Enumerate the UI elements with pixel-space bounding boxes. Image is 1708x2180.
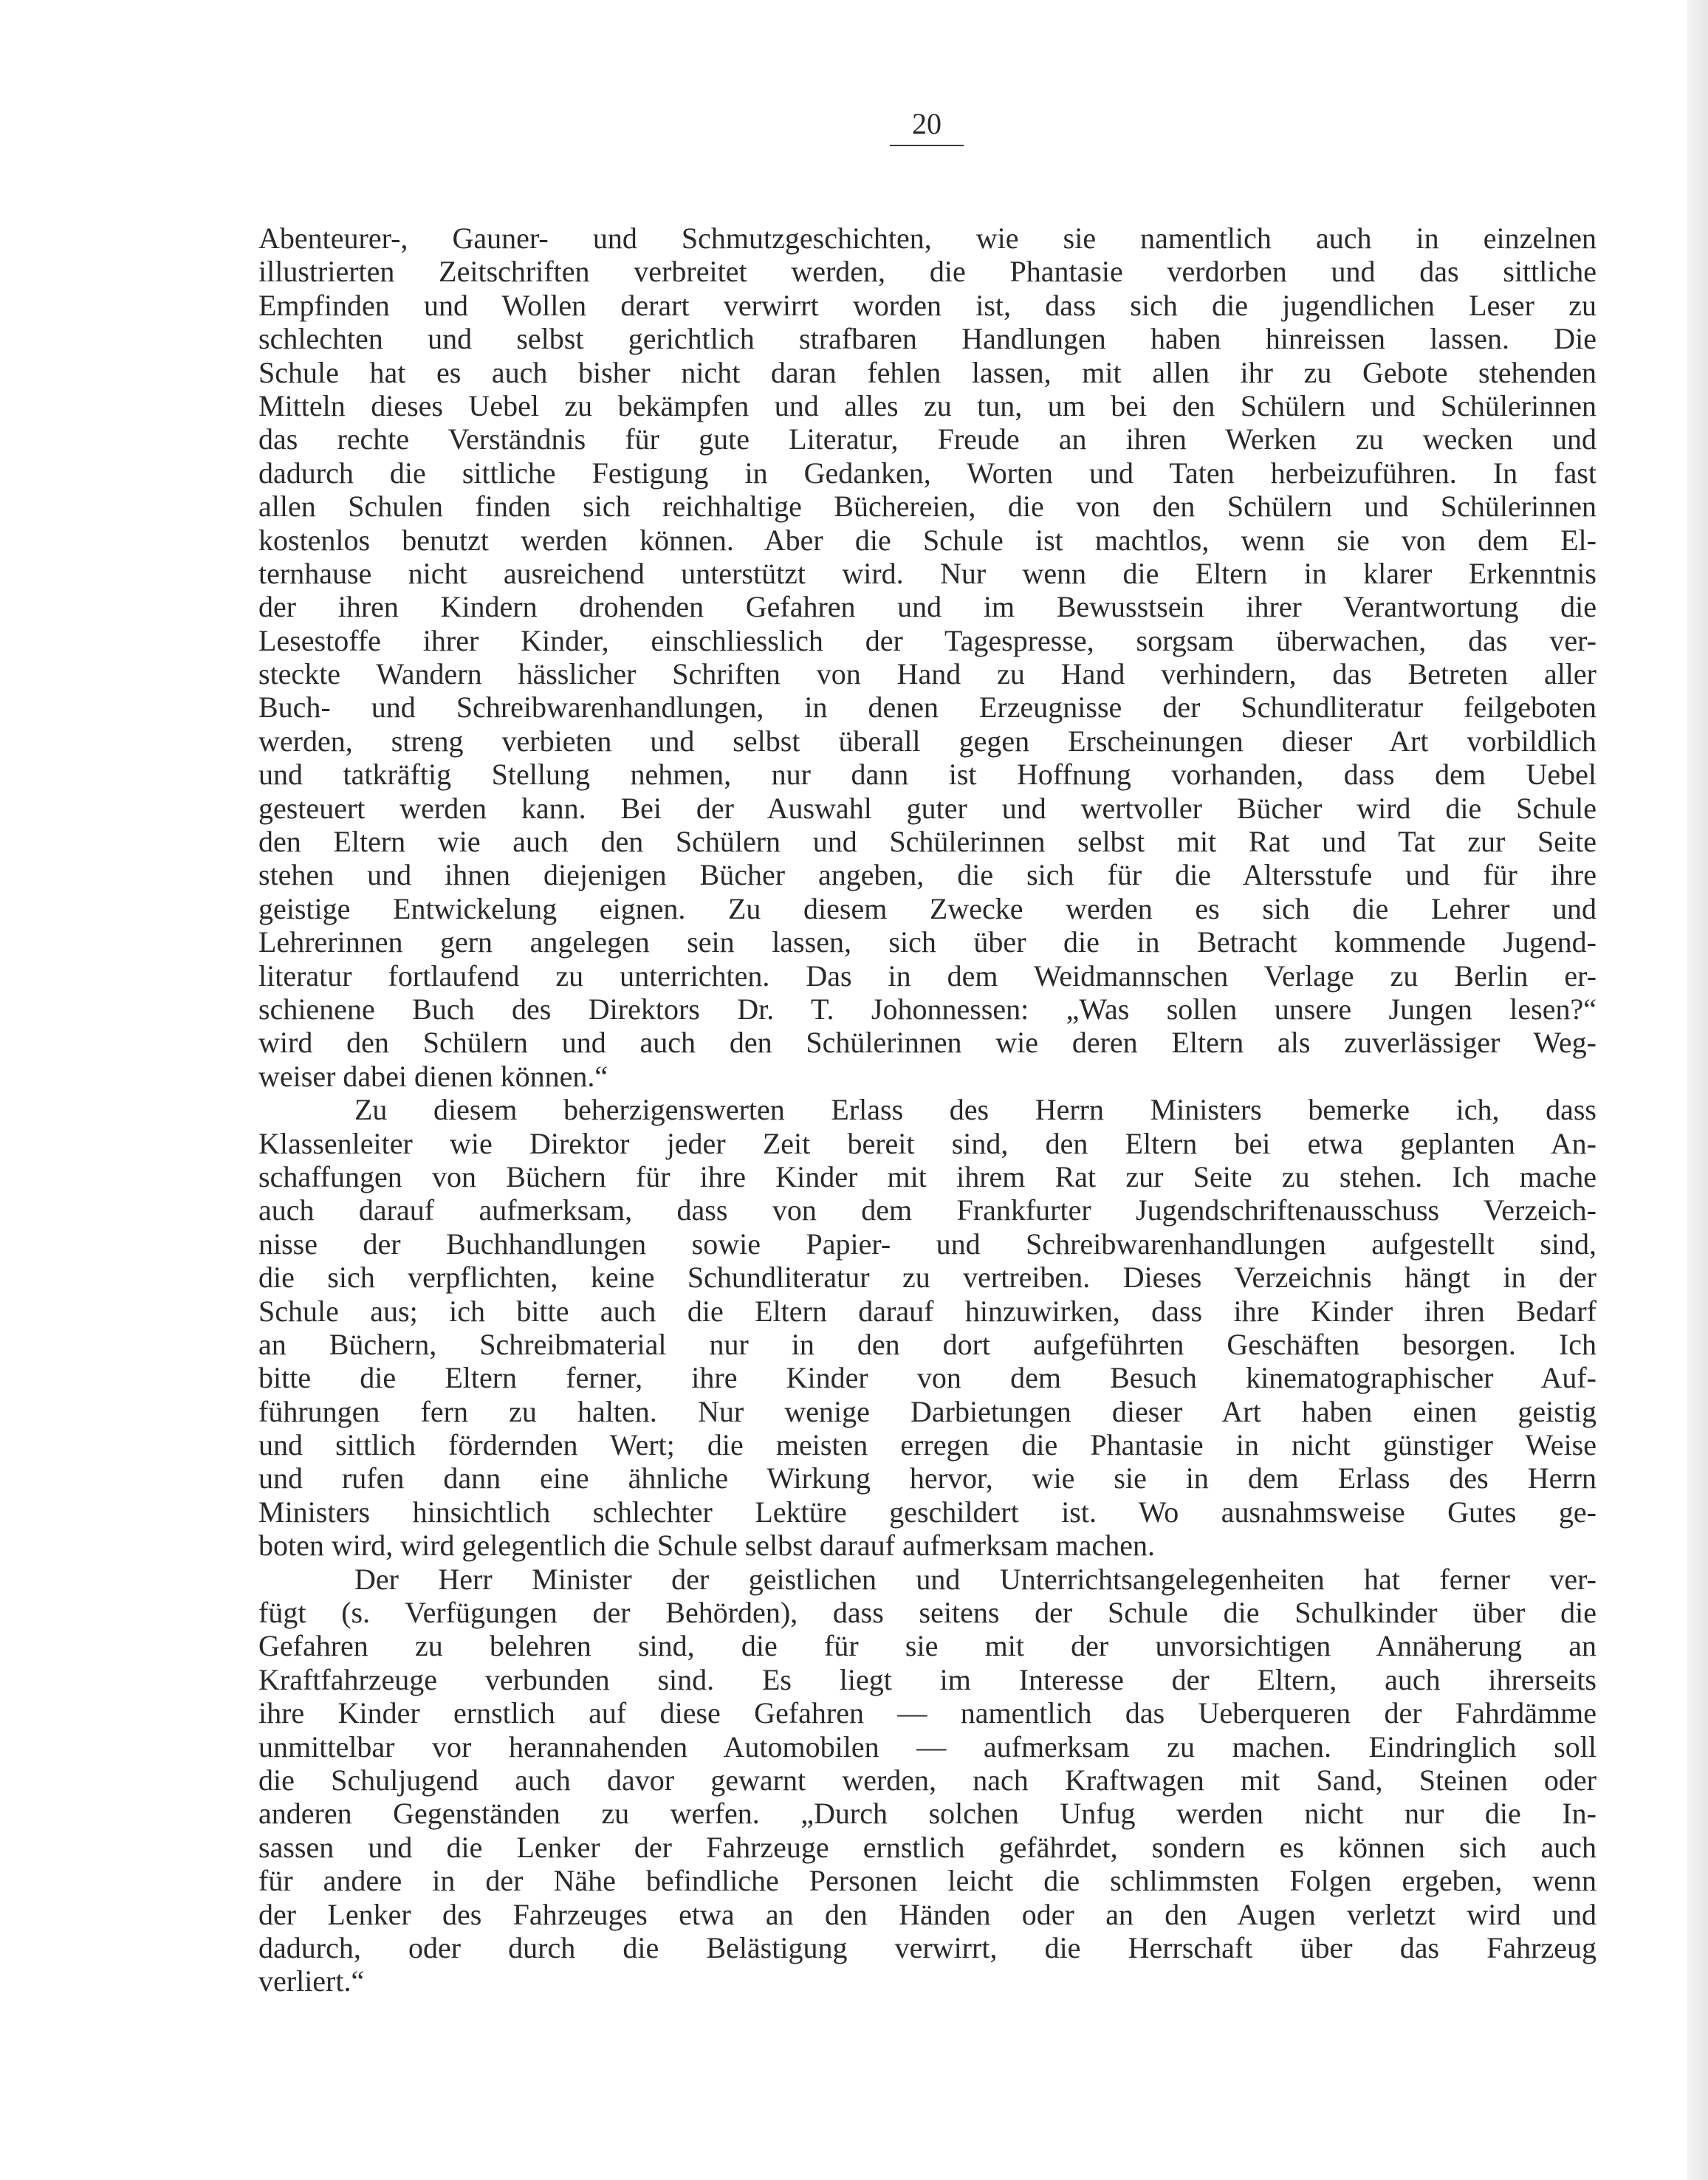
text-line: geistige Entwickelung eignen. Zu diesem Zwecke werden es sich die Lehrer und <box>258 891 1596 925</box>
text-line: und tatkräftig Stellung nehmen, nur dann ist Hoffnung vorhanden, dass dem Uebel <box>258 758 1596 792</box>
text-line: Empfinden und Wollen derart verwirrt worden ist, dass sich die jugendlichen Leser zu <box>258 288 1596 322</box>
text-line: der Lenker des Fahrzeuges etwa an den Händen oder an den Augen verletzt wird und <box>258 1897 1596 1931</box>
text-line: Gefahren zu belehren sind, die für sie mit der unvorsichtigen Annäherung an <box>258 1629 1596 1663</box>
text-line: dadurch die sittliche Festigung in Gedanken, Worten und Taten herbeizuführen. In fast <box>258 456 1596 490</box>
text-line: Klassenleiter wie Direktor jeder Zeit bereit sind, den Eltern bei etwa geplanten An- <box>258 1126 1596 1160</box>
text-line: Buch- und Schreibwarenhandlungen, in denen Erzeugnisse der Schundliteratur feilgeboten <box>258 690 1596 724</box>
text-line: der ihren Kindern drohenden Gefahren und im Bewusstsein ihrer Verantwortung die <box>258 590 1596 624</box>
scan-edge <box>1687 0 1708 2180</box>
text-line: wird den Schülern und auch den Schülerinnen wie deren Eltern als zuverlässiger Weg- <box>258 1026 1596 1060</box>
text-line: allen Schulen finden sich reichhaltige Büchereien, die von den Schülern und Schülerinnen <box>258 490 1596 524</box>
text-line: und sittlich fördernden Wert; die meisten erregen die Phantasie in nicht günstiger Weise <box>258 1428 1596 1462</box>
text-line: führungen fern zu halten. Nur wenige Darbietungen dieser Art haben einen geistig <box>258 1394 1596 1428</box>
paragraph <box>258 222 1596 1093</box>
text-line: illustrierten Zeitschriften verbreitet werden, die Phantasie verdorben und das sittliche <box>258 255 1596 289</box>
text-line: Ministers hinsichtlich schlechter Lektüre geschildert ist. Wo ausnahmsweise Gutes ge- <box>258 1495 1596 1529</box>
text-line: sassen und die Lenker der Fahrzeuge ernstlich gefährdet, sondern es können sich auch <box>258 1830 1596 1864</box>
text-line: bitte die Eltern ferner, ihre Kinder von dem Besuch kinematographischer Auf- <box>258 1361 1596 1395</box>
text-line: kostenlos benutzt werden können. Aber die Schule ist machtlos, wenn sie von dem El- <box>258 523 1596 557</box>
paragraph <box>258 1563 1596 1998</box>
text-line: anderen Gegenständen zu werfen. „Durch solchen Unfug werden nicht nur die In- <box>258 1797 1596 1831</box>
text-line: Abenteurer-, Gauner- und Schmutzgeschichten, wie sie namentlich auch in einzelnen <box>258 222 1596 255</box>
text-line: werden, streng verbieten und selbst überall gegen Erscheinungen dieser Art vorbildlich <box>258 724 1596 758</box>
text-line: ternhause nicht ausreichend unterstützt wird. Nur wenn die Eltern in klarer Erkenntnis <box>258 556 1596 590</box>
text-line: und rufen dann eine ähnliche Wirkung hervor, wie sie in dem Erlass des Herrn <box>258 1461 1596 1495</box>
text-line: schlechten und selbst gerichtlich strafbaren Handlungen haben hinreissen lassen. Die <box>258 322 1596 356</box>
text-line: Schule hat es auch bisher nicht daran fehlen lassen, mit allen ihr zu Gebote stehenden <box>258 355 1596 389</box>
text-line: Lehrerinnen gern angelegen sein lassen, sich über die in Betracht kommende Jugend- <box>258 925 1596 959</box>
text-line: steckte Wandern hässlicher Schriften von Hand zu Hand verhindern, das Betreten aller <box>258 657 1596 691</box>
text-line: Kraftfahrzeuge verbunden sind. Es liegt im Interesse der Eltern, auch ihrerseits <box>258 1662 1596 1696</box>
text-line: auch darauf aufmerksam, dass von dem Frankfurter Jugendschriftenausschuss Verzeich- <box>258 1193 1596 1227</box>
text-line: verliert.“ <box>258 1964 365 1998</box>
text-line: an Büchern, Schreibmaterial nur in den dort aufgeführten Geschäften besorgen. Ich <box>258 1327 1596 1361</box>
text-line: Mitteln dieses Uebel zu bekämpfen und alles zu tun, um bei den Schülern und Schülerinnen <box>258 388 1596 422</box>
text-line: nisse der Buchhandlungen sowie Papier- und Schreibwarenhandlungen aufgestellt sind, <box>258 1227 1596 1261</box>
text-line: gesteuert werden kann. Bei der Auswahl guter und wertvoller Bücher wird die Schule <box>258 791 1596 825</box>
text-line: Der Herr Minister der geistlichen und Unterrichtsangelegenheiten hat ferner ver- <box>354 1562 1596 1596</box>
text-line: weiser dabei dienen können.“ <box>258 1059 608 1093</box>
text-line: stehen und ihnen diejenigen Bücher angeben, die sich für die Altersstufe und für ihre <box>258 858 1596 892</box>
text-line: Lesestoffe ihrer Kinder, einschliesslich der Tagespresse, sorgsam überwachen, das ver- <box>258 623 1596 657</box>
text-line: unmittelbar vor herannahenden Automobilen — aufmerksam zu machen. Eindringlich soll <box>258 1730 1596 1763</box>
text-line: die Schuljugend auch davor gewarnt werden, nach Kraftwagen mit Sand, Steinen oder <box>258 1763 1596 1797</box>
text-line: für andere in der Nähe befindliche Personen leicht die schlimmsten Folgen ergeben, wenn <box>258 1864 1596 1898</box>
text-line: Schule aus; ich bitte auch die Eltern darauf hinzuwirken, dass ihre Kinder ihren Bedarf <box>258 1294 1596 1328</box>
text-line: den Eltern wie auch den Schülern und Schülerinnen selbst mit Rat und Tat zur Seite <box>258 825 1596 859</box>
page-number-rule <box>890 145 964 146</box>
page-number: 20 <box>912 107 942 140</box>
text-line: das rechte Verständnis für gute Literatur, Freude an ihren Werken zu wecken und <box>258 422 1596 456</box>
text-line: die sich verpflichten, keine Schundliteratur zu vertreiben. Dieses Verzeichnis hängt in der <box>258 1261 1596 1295</box>
paragraph <box>258 1093 1596 1562</box>
text-line: schienene Buch des Direktors Dr. T. Johonnessen: „Was sollen unsere Jungen lesen?“ <box>258 992 1596 1026</box>
text-line: dadurch, oder durch die Belästigung verwirrt, die Herrschaft über das Fahrzeug <box>258 1930 1596 1964</box>
text-line: literatur fortlaufend zu unterrichten. Das in dem Weidmannschen Verlage zu Berlin er- <box>258 959 1596 993</box>
text-line: schaffungen von Büchern für ihre Kinder mit ihrem Rat zur Seite zu stehen. Ich mache <box>258 1159 1596 1193</box>
text-line: ihre Kinder ernstlich auf diese Gefahren — namentlich das Ueberqueren der Fahrdämme <box>258 1696 1596 1730</box>
body-text <box>258 222 1596 1998</box>
text-line: boten wird, wird gelegentlich die Schule selbst darauf aufmerksam machen. <box>258 1529 1156 1563</box>
text-line: Zu diesem beherzigenswerten Erlass des Herrn Ministers bemerke ich, dass <box>354 1093 1596 1127</box>
text-line: fügt (s. Verfügungen der Behörden), dass seitens der Schule die Schulkinder über die <box>258 1596 1596 1630</box>
